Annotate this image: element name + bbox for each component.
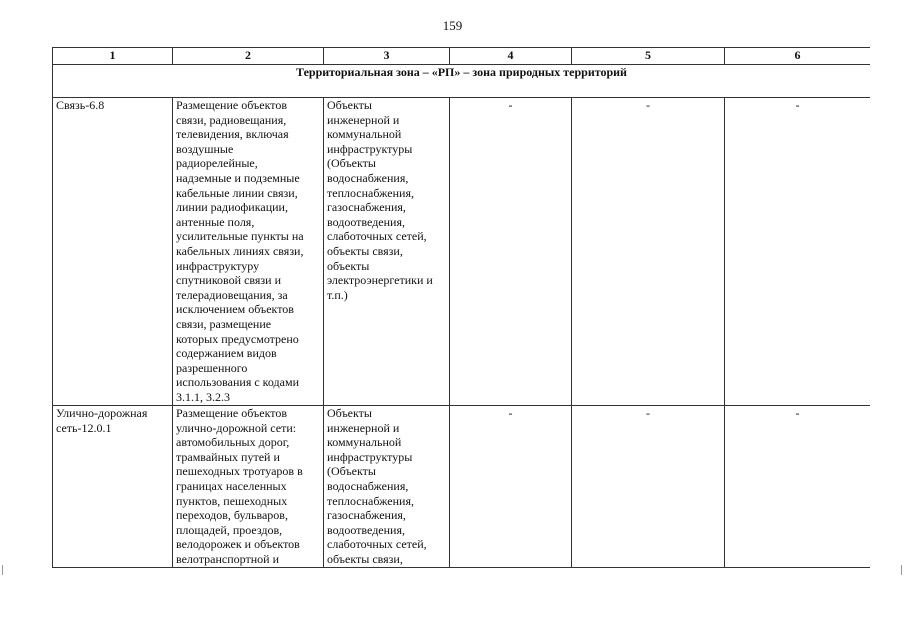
header-col-3: 3 — [324, 48, 450, 65]
scan-edge-mark-right — [901, 565, 902, 575]
header-col-4: 4 — [450, 48, 572, 65]
cell-col-6: - — [725, 406, 871, 568]
zoning-table — [52, 47, 870, 568]
header-col-6: 6 — [725, 48, 871, 65]
zone-title-row — [53, 65, 871, 98]
cell-permitted-use: Связь-6.8 — [53, 98, 173, 406]
table-row — [53, 98, 871, 406]
header-col-1: 1 — [53, 48, 173, 65]
table-row — [53, 406, 871, 568]
cell-col-5: - — [572, 406, 725, 568]
cell-auxiliary-use: Объекты инженерной и коммунальной инфраструктуры (Объекты водоснабжения, теплоснабжения, газоснабжения, водоотведения, слаботочных сетей, объекты связи, — [324, 406, 450, 568]
zoning-table-sheet — [52, 47, 870, 575]
cell-auxiliary-use: Объекты инженерной и коммунальной инфраструктуры (Объекты водоснабжения, теплоснабжения, газоснабжения, водоотведения, слаботочных сетей, объекты связи, объекты электроэнергетики и т.п.) — [324, 98, 450, 406]
cell-col-4: - — [450, 98, 572, 406]
cell-permitted-use: Улично-дорожная сеть-12.0.1 — [53, 406, 173, 568]
cell-description: Размещение объектов связи, радиовещания, телевидения, включая воздушные радиорелейные, надземные и подземные кабельные линии связи, линии радиофикации, антенные поля, усилительные пункты на кабельных линиях связи, инфраструктуру спутниковой связи и телерадиовещания, за исключением объектов связи, размещение которых предусмотрено содержанием видов разрешенного использования с кодами 3.1.1, 3.2.3 — [173, 98, 324, 406]
header-col-5: 5 — [572, 48, 725, 65]
cell-col-5: - — [572, 98, 725, 406]
scan-edge-mark-left — [2, 565, 3, 575]
page-number: 159 — [442, 18, 463, 33]
cell-col-6: - — [725, 98, 871, 406]
header-col-2: 2 — [173, 48, 324, 65]
header-row — [53, 48, 871, 65]
cell-description: Размещение объектов улично-дорожной сети: автомобильных дорог, трамвайных путей и пешеходных тротуаров в границах населенных пунктов, пешеходных переходов, бульваров, площадей, проездов, велодорожек и объектов велотранспортной и — [173, 406, 324, 568]
cell-col-4: - — [450, 406, 572, 568]
zone-title: Территориальная зона – «РП» – зона природных территорий — [53, 65, 871, 98]
